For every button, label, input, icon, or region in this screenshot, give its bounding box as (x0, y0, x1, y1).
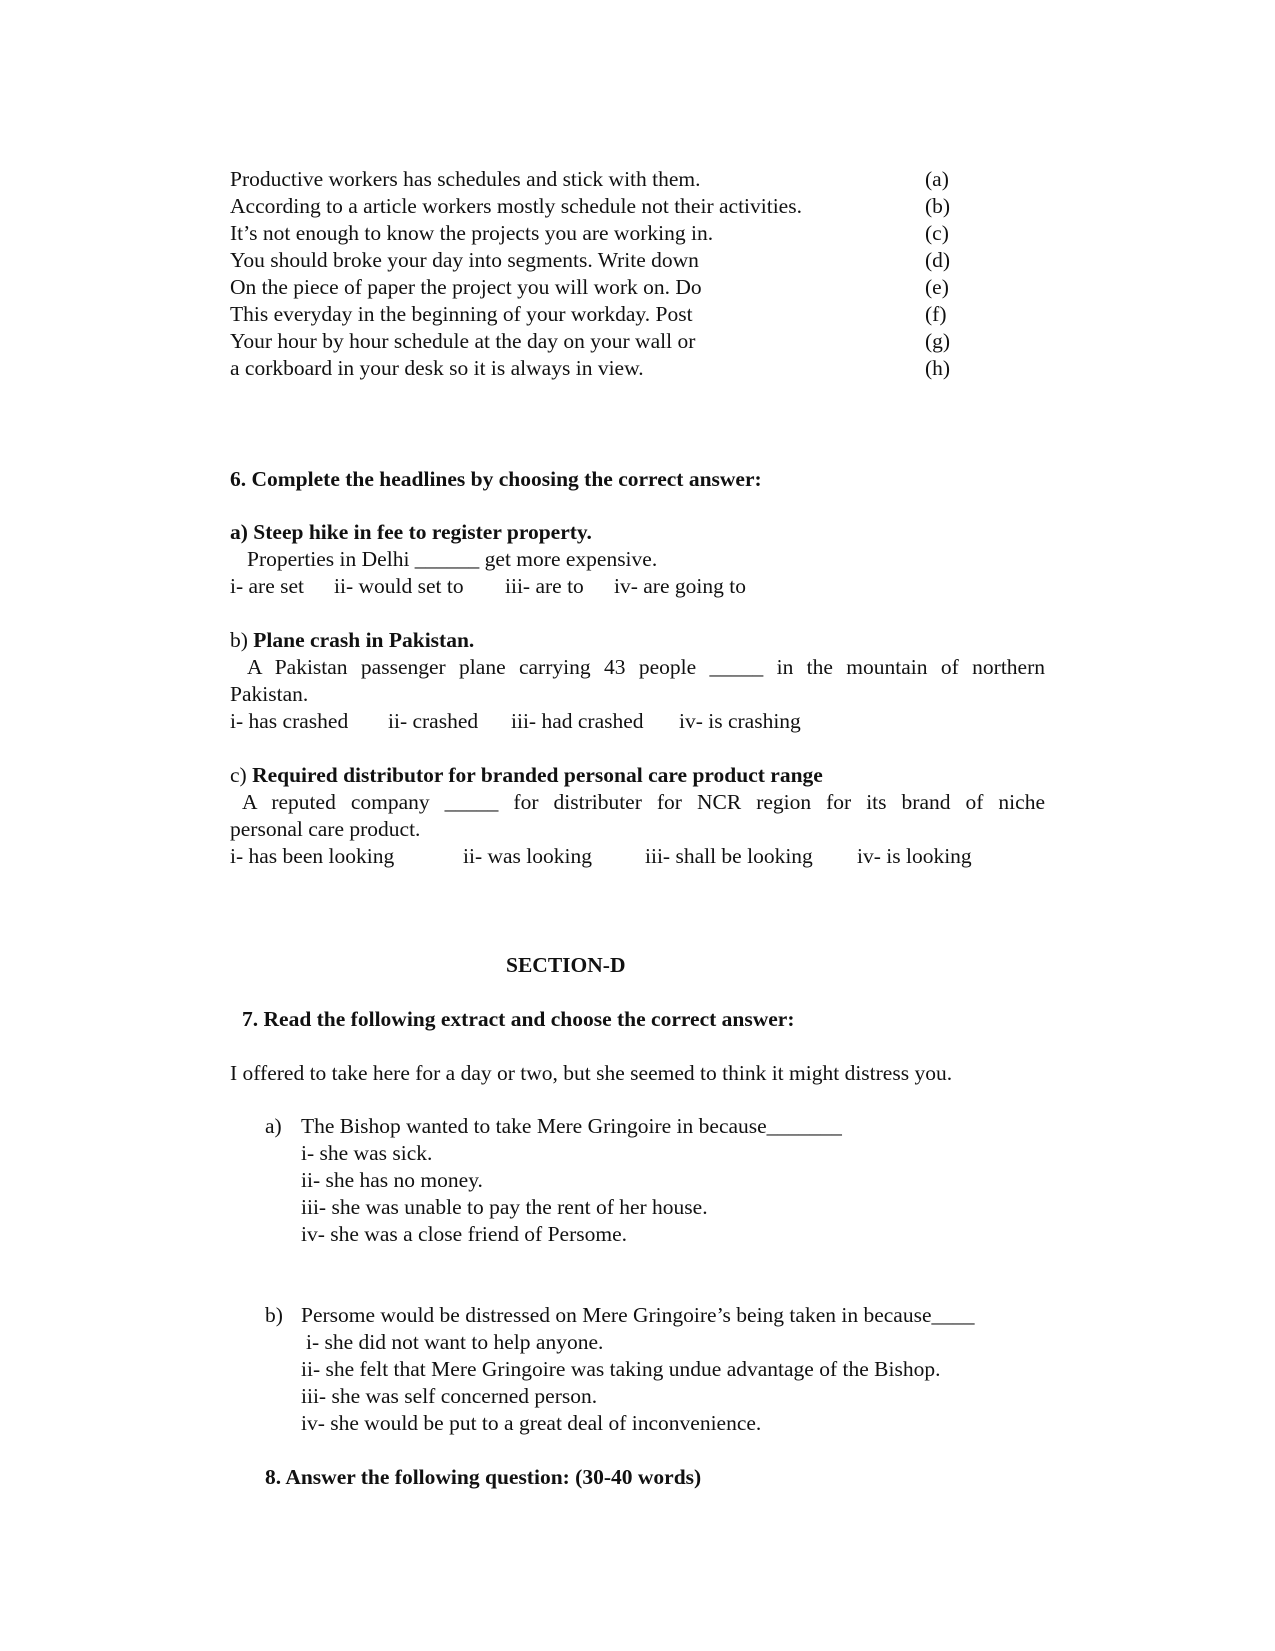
q6a-sentence: Properties in Delhi ______ get more expensive. (247, 547, 658, 571)
q7a-option: i- she was sick. (301, 1141, 433, 1165)
passage-line: Productive workers has schedules and stick with them. (230, 167, 701, 191)
q7b-option: iii- she was self concerned person. (301, 1384, 598, 1408)
passage-line: On the piece of paper the project you will work on. Do (230, 275, 702, 299)
q6a-headline (230, 519, 592, 546)
q6b-option: iv- is crashing (679, 709, 801, 733)
q6b-headline-text: Plane crash in Pakistan. (253, 628, 475, 652)
q6b-label: b) (230, 628, 254, 652)
q7b-question: Persome would be distressed on Mere Gringoire’s being taken in because____ (301, 1303, 975, 1327)
q6c-headline (230, 762, 823, 789)
passage-tag: (b) (925, 194, 951, 218)
q7a-option: iv- she was a close friend of Persome. (301, 1222, 627, 1246)
passage-line: a corkboard in your desk so it is always in view. (230, 356, 644, 380)
passage-line: Your hour by hour schedule at the day on your wall or (230, 329, 696, 353)
q6b-sentence-line2: Pakistan. (230, 682, 309, 706)
q6b-option: ii- crashed (388, 709, 479, 733)
q7b-option: i- she did not want to help anyone. (306, 1330, 604, 1354)
q6b-option: iii- had crashed (511, 709, 644, 733)
passage-tag: (e) (925, 275, 949, 299)
passage-tag: (g) (925, 329, 951, 353)
passage-tag: (f) (925, 302, 947, 326)
q6a-headline-text: Steep hike in fee to register property. (253, 520, 592, 544)
passage-line: This everyday in the beginning of your workday. Post (230, 302, 693, 326)
question-7-heading: 7. Read the following extract and choose the correct answer: (242, 1007, 795, 1031)
question-8-heading: 8. Answer the following question: (30-40 words) (265, 1465, 702, 1489)
q6c-sentence-line2: personal care product. (230, 817, 421, 841)
q6c-option: iii- shall be looking (645, 844, 813, 868)
q6b-sentence-line1: A Pakistan passenger plane carrying 43 people _____ in the mountain of northern (247, 655, 1045, 679)
passage-line: You should broke your day into segments. Write down (230, 248, 699, 272)
q6a-option: ii- would set to (334, 574, 464, 598)
q7a-label: a) (265, 1114, 282, 1138)
q6c-option: iv- is looking (857, 844, 972, 868)
passage-line: According to a article workers mostly schedule not their activities. (230, 194, 802, 218)
q6c-option: i- has been looking (230, 844, 395, 868)
passage-tag: (c) (925, 221, 949, 245)
q6c-headline-text: Required distributor for branded personal care product range (252, 763, 823, 787)
q6a-option: iv- are going to (614, 574, 746, 598)
passage-tag: (a) (925, 167, 949, 191)
passage-tag: (d) (925, 248, 951, 272)
q7a-question: The Bishop wanted to take Mere Gringoire in because_______ (301, 1114, 842, 1138)
q6a-option: iii- are to (505, 574, 584, 598)
passage-line: It’s not enough to know the projects you are working in. (230, 221, 714, 245)
q6c-sentence-line1: A reputed company _____ for distributer for NCR region for its brand of niche (242, 790, 1045, 814)
q7b-option: iv- she would be put to a great deal of inconvenience. (301, 1411, 762, 1435)
q6c-option: ii- was looking (463, 844, 592, 868)
question-6-heading: 6. Complete the headlines by choosing the correct answer: (230, 467, 762, 491)
q7b-option: ii- she felt that Mere Gringoire was taking undue advantage of the Bishop. (301, 1357, 941, 1381)
q6b-option: i- has crashed (230, 709, 349, 733)
q7b-label: b) (265, 1303, 283, 1327)
passage-tag: (h) (925, 356, 951, 380)
q6b-headline (230, 627, 474, 654)
q7a-option: iii- she was unable to pay the rent of her house. (301, 1195, 708, 1219)
q7a-option: ii- she has no money. (301, 1168, 483, 1192)
q6c-label: c) (230, 763, 253, 787)
section-title: SECTION-D (506, 953, 626, 977)
q6a-label: a) (230, 520, 254, 544)
q6a-option: i- are set (230, 574, 305, 598)
q7-extract: I offered to take here for a day or two, but she seemed to think it might distress you. (230, 1061, 953, 1085)
